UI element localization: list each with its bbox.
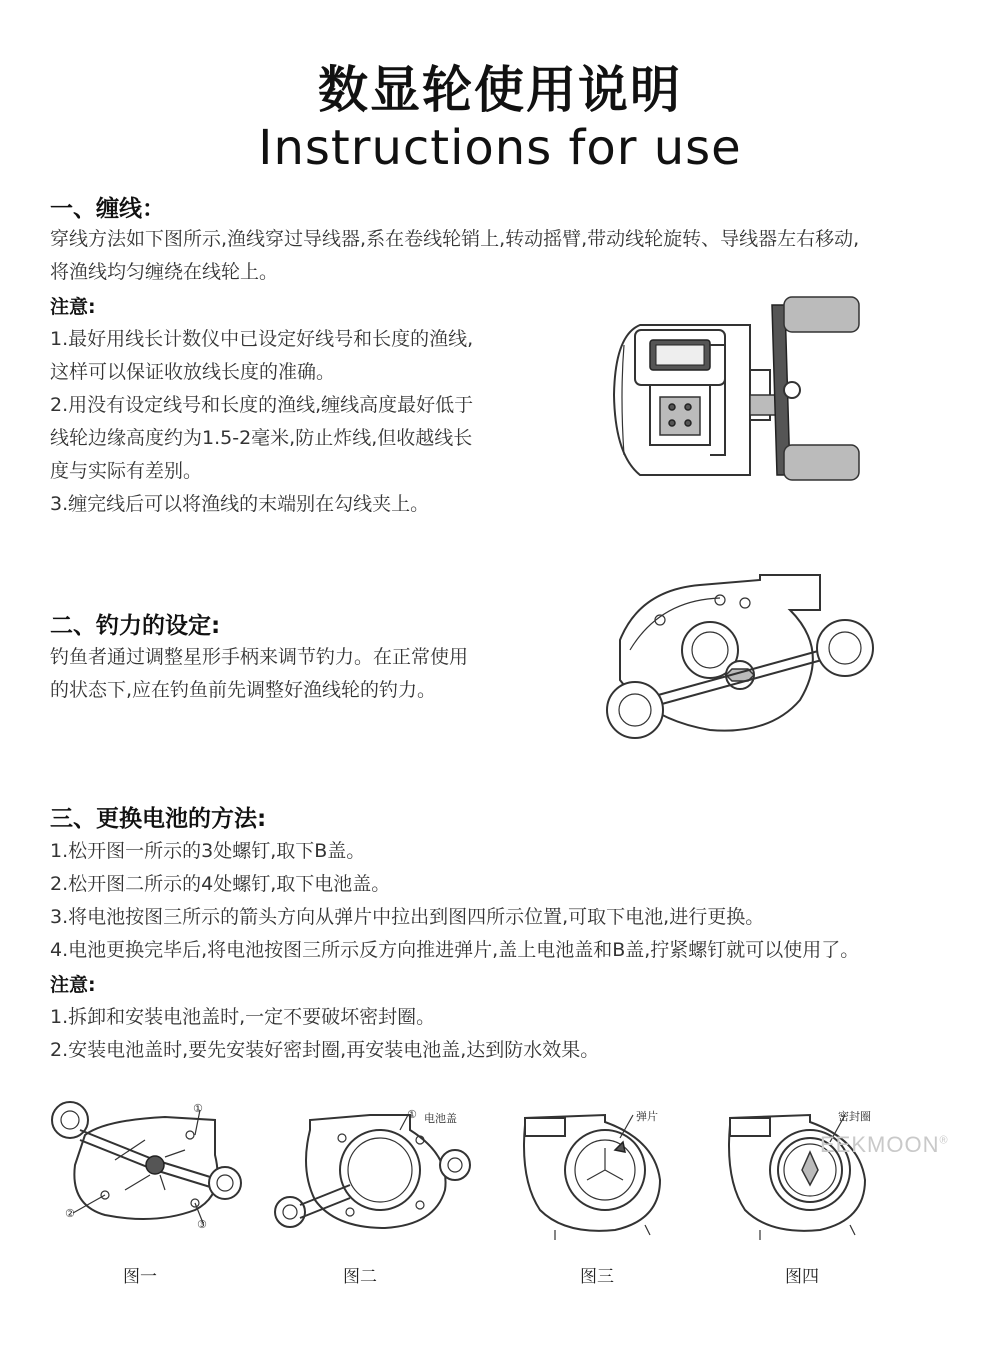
section3-line-3: 3.将电池按图三所示的箭头方向从弹片中拉出到图四所示位置,可取下电池,进行更换。 — [50, 906, 765, 928]
fig4-caption: 图四 — [785, 1267, 819, 1287]
section3-line-2: 2.松开图二所示的4处螺钉,取下电池盖。 — [50, 873, 391, 895]
section1-note-2: 这样可以保证收放线长度的准确。 — [50, 361, 336, 383]
section1-heading: 一、缠线： — [50, 196, 165, 222]
section1-line-1: 穿线方法如下图所示,渔线穿过导线器,系在卷线轮销上,转动摇臂,带动线轮旋转、导线器左右移动, — [50, 228, 860, 250]
fig1-marker-3: ③ — [197, 1218, 207, 1231]
section1-note-5: 度与实际有差别。 — [50, 460, 203, 482]
section3-heading: 三、更换电池的方法: — [50, 806, 267, 832]
section2-line-1: 钓鱼者通过调整星形手柄来调节钓力。在正常使用 — [50, 646, 469, 668]
section3-line-4: 4.电池更换完毕后,将电池按图三所示反方向推进弹片,盖上电池盖和B盖,拧紧螺钉就可以使用了。 — [50, 939, 860, 961]
section1-note-label: 注意: — [50, 296, 96, 318]
fig1-caption: 图一 — [123, 1267, 157, 1287]
reel-front-illustration — [600, 285, 880, 495]
reel-side-illustration — [600, 570, 885, 750]
fig3-label: 弹片 — [636, 1110, 658, 1123]
section2-line-2: 的状态下,应在钓鱼前先调整好渔线轮的钓力。 — [50, 679, 437, 701]
section3-note-label: 注意: — [50, 974, 96, 996]
section1-note-3: 2.用没有设定线号和长度的渔线,缠线高度最好低于 — [50, 394, 474, 416]
section3-line-1: 1.松开图一所示的3处螺钉,取下B盖。 — [50, 840, 366, 862]
section1-line-2: 将渔线均匀缠绕在线轮上。 — [50, 261, 279, 283]
section3-note-1: 1.拆卸和安装电池盖时,一定不要破坏密封圈。 — [50, 1006, 436, 1028]
fig1-marker-2: ② — [65, 1207, 75, 1220]
figure-1-illustration — [45, 1095, 245, 1235]
fig3-caption: 图三 — [580, 1267, 614, 1287]
section2-heading: 二、钓力的设定: — [50, 613, 221, 639]
section3-note-2: 2.安装电池盖时,要先安装好密封圈,再安装电池盖,达到防水效果。 — [50, 1039, 600, 1061]
section1-note-1: 1.最好用线长计数仪中已设定好线号和长度的渔线, — [50, 328, 474, 350]
watermark: EEKMOON® — [820, 1132, 949, 1157]
page-title-cn: 数显轮使用说明 — [318, 61, 682, 119]
fig2-marker: ① — [407, 1108, 417, 1121]
fig2-label: 电池盖 — [424, 1112, 457, 1125]
fig1-marker-1: ① — [193, 1102, 203, 1115]
page-title-en: Instructions for use — [258, 120, 742, 176]
fig2-caption: 图二 — [343, 1267, 377, 1287]
fig4-label: 密封圈 — [838, 1110, 871, 1123]
section1-note-6: 3.缠完线后可以将渔线的末端别在勾线夹上。 — [50, 493, 430, 515]
section1-note-4: 线轮边缘高度约为1.5-2毫米,防止炸线,但收越线长 — [50, 427, 473, 449]
